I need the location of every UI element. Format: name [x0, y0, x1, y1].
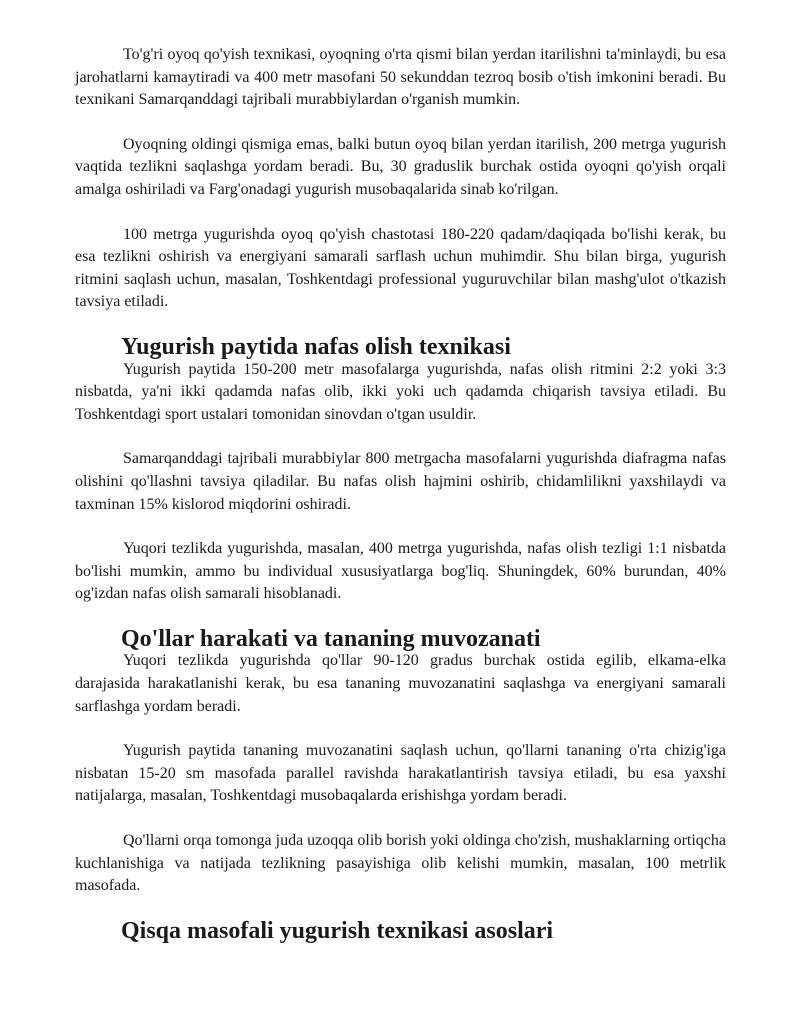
paragraph-gap [75, 112, 726, 134]
section-heading-sprint-basics: Qisqa masofali yugurish texnikasi asoslari [121, 917, 554, 944]
paragraph-arm-overextension: Qo'llarni orqa tomonga juda uzoqqa olib borish yoki oldinga cho'zish, mushaklarning ortiqcha kuchlanishiga va natijada tezlikning pasayishiga olib kelishi mumkin, masalan, 100 metrlik masofada. [75, 832, 726, 895]
paragraph-step-frequency: 100 metrga yugurishda oyoq qo'yish chastotasi 180-220 qadam/daqiqada bo'lishi kerak, bu esa tezlikni oshirish va energiyani samarali sarflash uchun muhimdir. Shu bilan birga, yugurish ritmini saqlash uchun, masalan, Toshkentdagi professional yuguruvchilar bilan mashg'ulot o'tkazish tavsiya etiladi. [75, 225, 726, 311]
paragraph-arm-angle: Yuqori tezlikda yugurishda qo'llar 90-120 gradus burchak ostida egilib, elkama-elka darajasida harakatlanishi kerak, bu esa tananing muvozanatini saqlashga va energiyani samarali sarflashga yordam beradi. [75, 652, 726, 715]
paragraph-gap [75, 808, 726, 830]
paragraph-high-speed-breathing: Yuqori tezlikda yugurishda, masalan, 400 metrga yugurishda, nafas olish tezligi 1:1 nisbatda bo'lishi mumkin, ammo bu individual xususiyatlarga bog'liq. Shuningdek, 60% burundan, 40% og'izdan nafas olish samarali hisoblanadi. [75, 540, 726, 603]
paragraph-diaphragm-breathing: Samarqanddagi tajribali murabbiylar 800 metrgacha masofalarni yugurishda diafragma nafas olishini qo'llashni tavsiya qiladilar. Bu nafas olish hajmini oshirib, chidamlilikni yaxshilaydi va taxminan 15% kislorod miqdorini oshiradi. [75, 450, 726, 513]
paragraph-gap [75, 516, 726, 538]
paragraph-body-balance: Yugurish paytida tananing muvozanatini saqlash uchun, qo'llarni tananing o'rta chizig'iga nisbatan 15-20 sm masofada parallel ravishda harakatlantirish tavsiya etiladi, bu esa yaxshi natijalarga, masalan, Toshkentdagi musobaqalarda erishishga yordam beradi. [75, 742, 726, 805]
paragraph-gap [75, 898, 726, 920]
paragraph-gap [75, 718, 726, 740]
paragraph-breathing-rhythm: Yugurish paytida 150-200 metr masofalarga yugurishda, nafas olish ritmini 2:2 yoki 3:3 nisbatda, ya'ni ikki qadamda nafas olib, ikki yoki uch qadamda chiqarish tavsiya etiladi. Bu Toshkentdagi sport ustalari tomonidan sinovdan o'tgan usuldir. [75, 360, 726, 423]
paragraph-foot-placement: To'g'ri oyoq qo'yish texnikasi, oyoqning o'rta qismi bilan yerdan itarilishni ta'minlaydi, bu esa jarohatlarni kamaytiradi va 400 metr masofani 50 sekunddan tezroq bosib o'tish imkonini beradi. Bu texnikani Samarqanddagi tajribali murabbiylardan o'rganish mumkin. [75, 46, 726, 109]
section-heading-breathing: Yugurish paytida nafas olish texnikasi [121, 333, 511, 360]
section-heading-arms-balance: Qo'llar harakati va tananing muvozanati [121, 625, 541, 652]
paragraph-gap [75, 314, 726, 336]
paragraph-gap [75, 606, 726, 628]
paragraph-full-foot-push: Oyoqning oldingi qismiga emas, balki butun oyoq bilan yerdan itarilish, 200 metrga yugurish vaqtida tezlikni saqlashga yordam beradi. Bu, 30 graduslik burchak ostida oyoqni qo'yish orqali amalga oshiriladi va Farg'onadagi yugurish musobaqalarida sinab ko'rilgan. [75, 135, 726, 198]
paragraph-gap [75, 426, 726, 448]
document-page [75, 44, 726, 942]
paragraph-gap [75, 202, 726, 224]
